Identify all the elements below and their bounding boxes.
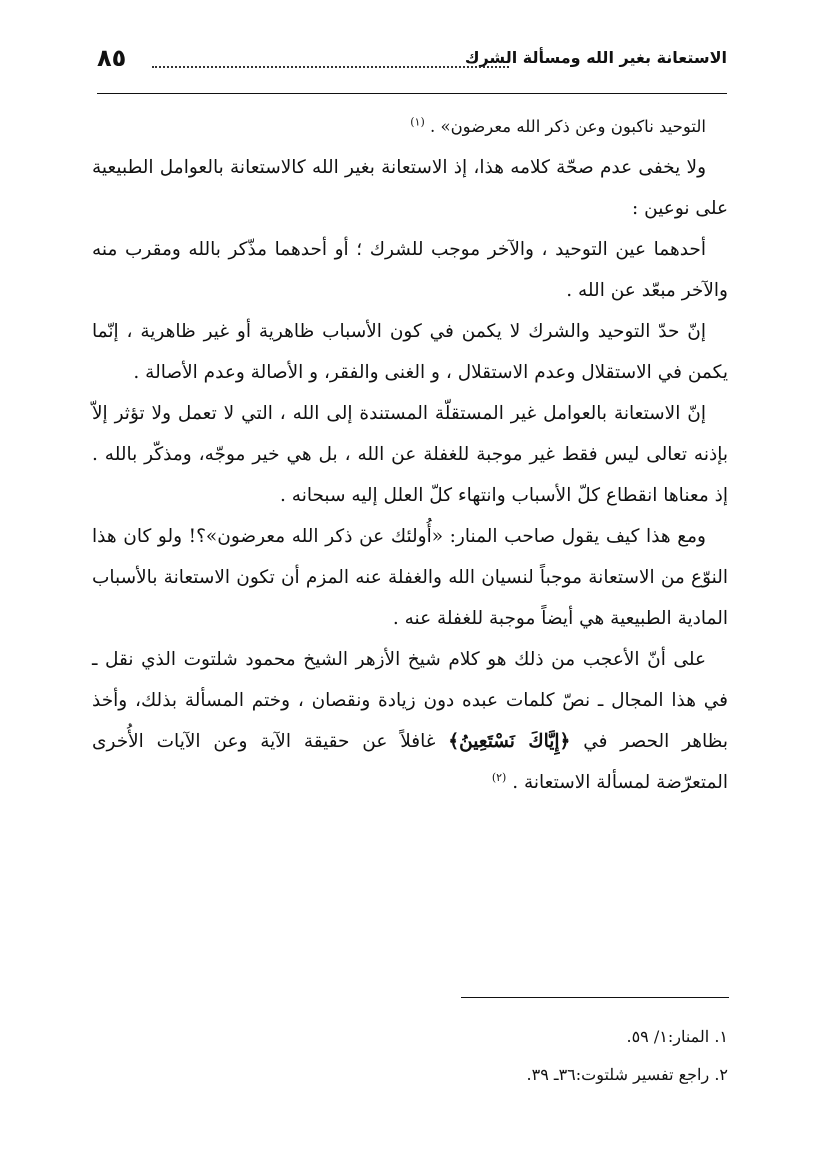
footnote-ref-2: (٢) <box>491 770 507 784</box>
paragraph <box>92 639 728 803</box>
paragraph: ولا يخفى عدم صحّة كلامه هذا، إذ الاستعانة بغير الله كالاستعانة بالعوامل الطبيعية على نوعين : <box>92 157 728 219</box>
quran-quote: ﴿إِيَّاكَ نَسْتَعِينُ﴾ <box>448 731 571 752</box>
header-rule <box>97 93 727 94</box>
page-header <box>97 44 727 84</box>
paragraph-text: غافلاً عن حقيقة الآية وعن الآيات الأُخرى المتعرّضة لمسألة الاستعانة . <box>92 731 728 793</box>
main-text <box>92 106 728 803</box>
quote-continuation <box>92 106 728 147</box>
quote-text: التوحيد ناكبون وعن ذكر الله معرضون» . <box>429 117 706 136</box>
paragraph: ومع هذا كيف يقول صاحب المنار: «أُولئك عن ذكر الله معرضون»؟! ولو كان هذا النوّع من الاستعانة موجباً لنسيان الله والغفلة عنه المزم أن تكون الاستعانة بالأسباب المادية الطبيعية هي أيضاً موجبة للغفلة عنه . <box>92 526 728 629</box>
running-title: الاستعانة بغير الله ومسألة الشرك <box>464 48 727 67</box>
footnote-2: ٢. راجع تفسير شلتوت:٣٦ـ ٣٩. <box>526 1065 728 1084</box>
footnotes <box>300 1018 728 1094</box>
paragraph: إنّ الاستعانة بالعوامل غير المستقلّة المستندة إلى الله ، التي لا تعمل ولا تؤثر إلاّ بإذنه تعالى ليس فقط غير موجبة للغفلة عن الله ، بل هي خير موجّه، ومذكّر بالله . إذ معناها انقطاع كلّ الأسباب وانتهاء كلّ العلل إليه سبحانه . <box>92 403 728 506</box>
paragraph: إنّ حدّ التوحيد والشرك لا يكمن في كون الأسباب ظاهرية أو غير ظاهرية ، إنّما يكمن في الاستقلال وعدم الاستقلال ، و الغنى والفقر، و الأصالة وعدم الأصالة . <box>92 321 728 383</box>
footnote-rule <box>461 997 729 998</box>
paragraph-text: على أنّ الأعجب من ذلك هو كلام شيخ الأزهر الشيخ محمود شلتوت الذي نقل ـ في هذا المجال ـ نصّ كلمات عبده دون زيادة ونقصان ، وختم المسألة بذلك، وأخذ بظاهر الحصر في <box>92 649 728 752</box>
dotted-leader <box>152 66 509 68</box>
footnote-ref-1: (١) <box>410 115 425 129</box>
paragraph: أحدهما عين التوحيد ، والآخر موجب للشرك ؛ أو أحدهما مذّكر بالله ومقرب منه والآخر مبعّد عن الله . <box>92 239 728 301</box>
page-number: ٨٥ <box>97 44 127 72</box>
footnote-1: ١. المنار:١/ ٥٩. <box>626 1027 728 1046</box>
